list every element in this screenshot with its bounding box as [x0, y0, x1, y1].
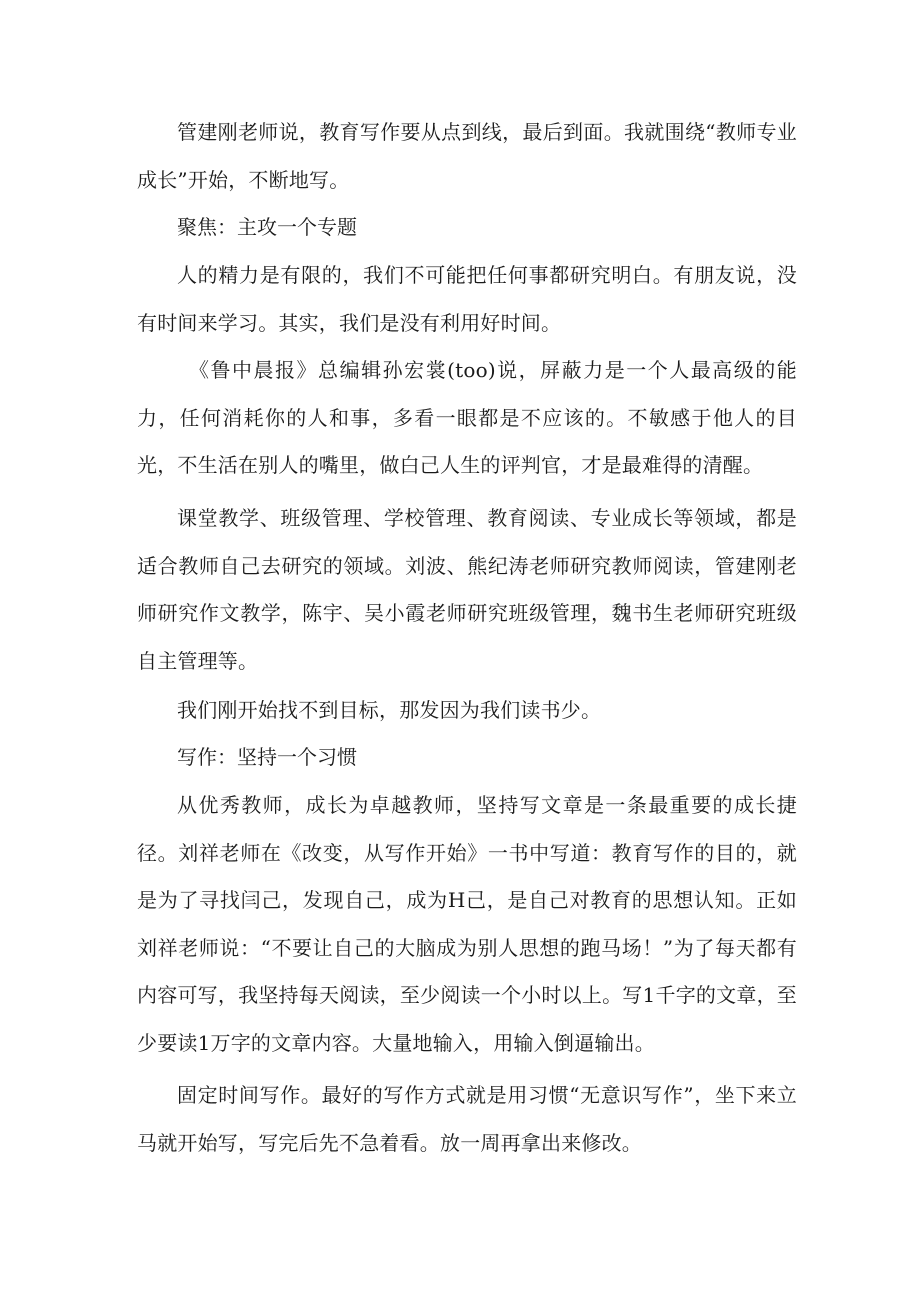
paragraph-limited-energy: 人的精力是有限的，我们不可能把任何事都研究明白。有朋友说，没有时间来学习。其实，我们是没有利用好时间。 [137, 263, 797, 335]
section-heading-writing: 写作：坚持一个习惯 [177, 745, 357, 769]
paragraph-fixed-time: 固定时间写作。最好的写作方式就是用习惯“无意识写作”，坐下来立马就开始写，写完后先不急着看。放一周再拿出来修改。 [137, 1083, 797, 1155]
paragraph-writing-path: 从优秀教师，成长为卓越教师，坚持写文章是一条最重要的成长捷径。刘祥老师在《改变，从写作开始》一书中写道：教育写作的目的，就是为了寻找闫己，发现自己，成为H己，是自己对教育的思想认知。正如刘祥老师说：“不要让自己的大脑成为别人思想的跑马场！”为了每天都有内容可写，我坚持每天阅读，至少阅读一个小时以上。写1千字的文章，至少要读1万字的文章内容。大量地输入，用输入倒逼输出。 [137, 793, 797, 1055]
paragraph-no-target: 我们刚开始找不到目标，那发因为我们读书少。 [177, 698, 602, 722]
paragraph-writing-approach: 管建刚老师说，教育写作要从点到线，最后到面。我就围绕“教师专业成长”开始，不断地写。 [137, 120, 797, 192]
paragraph-research-areas: 课堂教学、班级管理、学校管理、教育阅读、专业成长等领域，都是适合教师自己去研究的领域。刘波、熊纪涛老师研究教师阅读，管建刚老师研究作文教学，陈宇、吴小霞老师研究班级管理，魏书生老师研究班级自主管理等。 [137, 506, 797, 673]
section-heading-focus: 聚焦：主攻一个专题 [177, 215, 357, 239]
paragraph-shielding-ability: 《鲁中晨报》总编辑孙宏裳(too)说，屏蔽力是一个人最高级的能力，任何消耗你的人和事，多看一眼都是不应该的。不敏感于他人的目光，不生活在别人的嘴里，做白己人生的评判官，才是最难得的清醒。 [137, 358, 797, 477]
